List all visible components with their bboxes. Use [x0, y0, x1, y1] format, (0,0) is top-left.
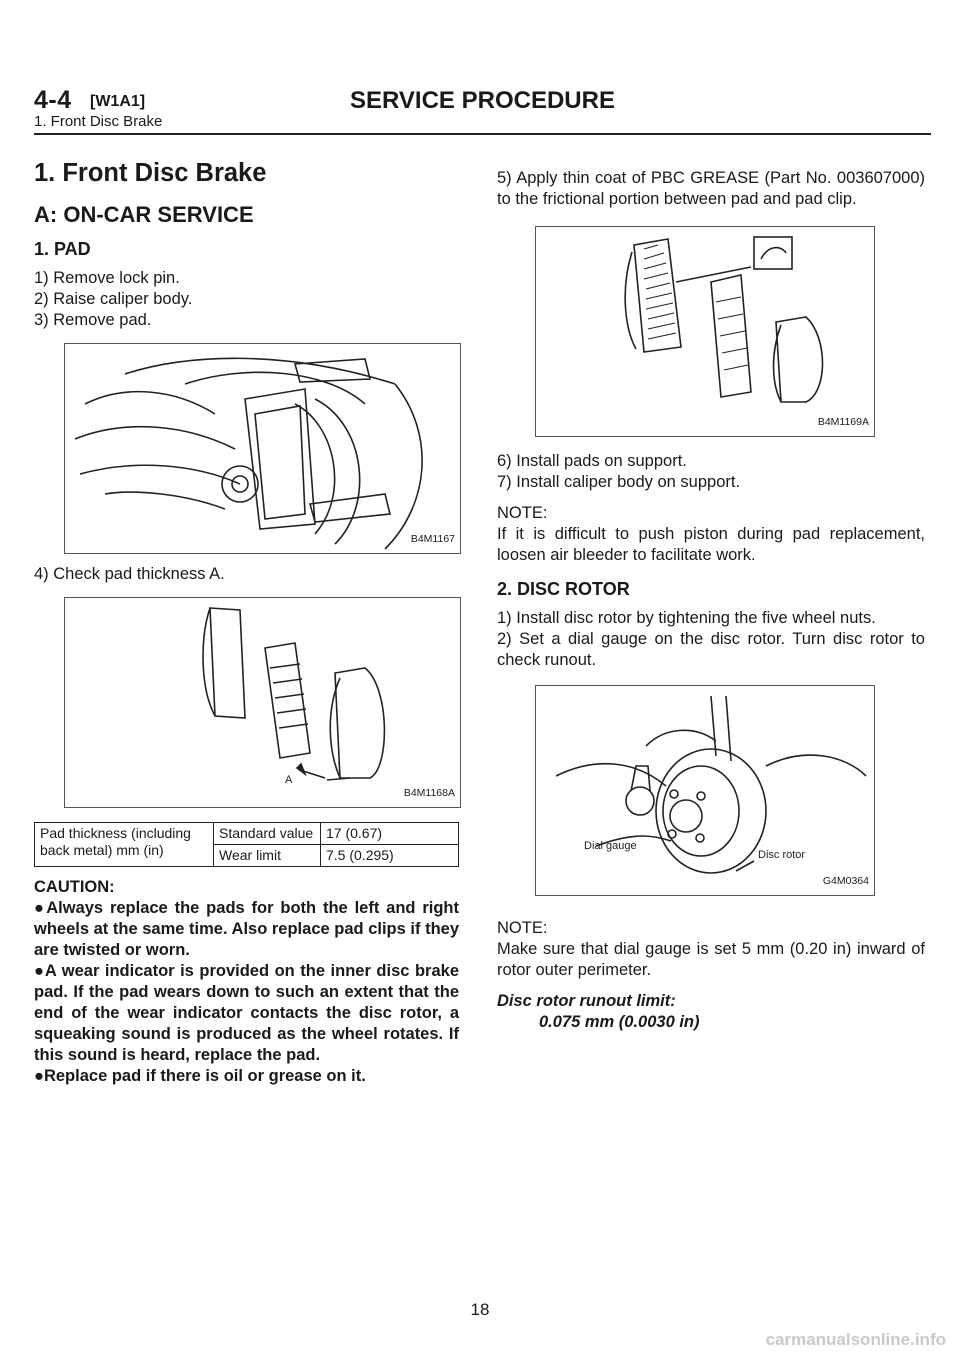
table-row-label: Pad thickness (including back metal) mm (in) — [35, 823, 214, 867]
spec-label: Disc rotor runout limit: — [497, 992, 676, 1010]
section-ref: [W1A1] — [90, 93, 146, 110]
standard-value: 17 (0.67) — [321, 823, 459, 845]
caution-text: Replace pad if there is oil or grease on it. — [43, 1067, 366, 1085]
dial-gauge-illustration — [536, 686, 874, 895]
note-title: NOTE: — [497, 504, 548, 522]
caution-title: CAUTION: — [34, 878, 115, 896]
figure-dial-gauge — [535, 685, 875, 896]
note-text: If it is difficult to push piston during pad replacement, loosen air bleeder to facilitate work. — [497, 525, 925, 564]
caution-text: Always replace the pads for both the left and right wheels at the same time. Also replace pad clips if they are twisted or worn. — [34, 899, 460, 959]
note-text: Make sure that dial gauge is set 5 mm (0.20 in) inward of rotor outer perimeter. — [497, 940, 925, 979]
figure-grease — [535, 226, 875, 437]
spec-value: 0.075 mm (0.0030 in) — [539, 1013, 700, 1031]
caution-text: A wear indicator is provided on the inner disc brake pad. If the pad wears down to such an extent that the end of the wear indicator contacts the disc rotor, a squeaking sound is produced as the wheel rotates. If this sound is heard, replace the pad. — [34, 962, 460, 1064]
step-check-thickness: 4) Check pad thickness A. — [34, 565, 225, 583]
caution-item: ●Always replace the pads for both the left and right wheels at the same time. Also replace pad clips if they are twisted or worn. — [34, 899, 460, 959]
pad-heading: 1. PAD — [34, 239, 91, 259]
page-number: 18 — [470, 1300, 490, 1319]
rotor-step-install: 1) Install disc rotor by tightening the five wheel nuts. — [497, 609, 876, 627]
caution-item: ●A wear indicator is provided on the inner disc brake pad. If the pad wears down to such an extent that the end of the wear indicator contacts the disc rotor, a squeaking sound is produced as the wheel rotates. If this sound is heard, replace the pad. — [34, 962, 460, 1064]
figure-code: G4M0364 — [822, 875, 869, 887]
note-title: NOTE: — [497, 919, 548, 937]
section-code: 4-4 — [34, 86, 72, 114]
step-install-caliper: 7) Install caliper body on support. — [497, 473, 741, 491]
page-title: SERVICE PROCEDURE — [350, 87, 615, 114]
watermark: carmanualsonline.info — [765, 1330, 946, 1349]
figure-pad-thickness — [64, 597, 461, 808]
subsection-heading: A: ON-CAR SERVICE — [34, 202, 254, 227]
wear-value: 7.5 (0.295) — [321, 845, 459, 867]
left-column — [34, 158, 459, 1087]
rotor-step-gauge: 2) Set a dial gauge on the disc rotor. Turn disc rotor to check runout. — [497, 630, 925, 669]
figure-remove-pad — [64, 343, 461, 554]
caution-item: ●Replace pad if there is oil or grease on it. — [34, 1067, 366, 1085]
step-apply-grease: 5) Apply thin coat of PBC GREASE (Part No. 003607000) to the frictional portion between pad and pad clip. — [497, 169, 925, 208]
pad-thickness-illustration — [65, 598, 460, 807]
right-column — [497, 168, 925, 1033]
label-disc-rotor: Disc rotor — [758, 849, 806, 861]
step-raise-caliper: 2) Raise caliper body. — [34, 290, 193, 308]
disc-rotor-heading: 2. DISC ROTOR — [497, 579, 630, 599]
pad-removal-illustration — [65, 344, 460, 553]
figure-code: B4M1168A — [403, 787, 455, 799]
label-a: A — [285, 774, 293, 786]
step-remove-lock-pin: 1) Remove lock pin. — [34, 269, 180, 287]
figure-code: B4M1167 — [410, 533, 455, 545]
step-remove-pad: 3) Remove pad. — [34, 311, 152, 329]
page-subtitle: 1. Front Disc Brake — [34, 113, 163, 130]
standard-label: Standard value — [214, 823, 321, 845]
step-install-pads: 6) Install pads on support. — [497, 452, 687, 470]
header-rule — [34, 133, 931, 135]
figure-code: B4M1169A — [817, 416, 869, 428]
grease-illustration — [536, 227, 874, 436]
label-dial-gauge: Dial gauge — [584, 840, 637, 852]
pad-thickness-table — [34, 822, 459, 867]
section-heading: 1. Front Disc Brake — [34, 159, 267, 187]
wear-label: Wear limit — [214, 845, 321, 867]
